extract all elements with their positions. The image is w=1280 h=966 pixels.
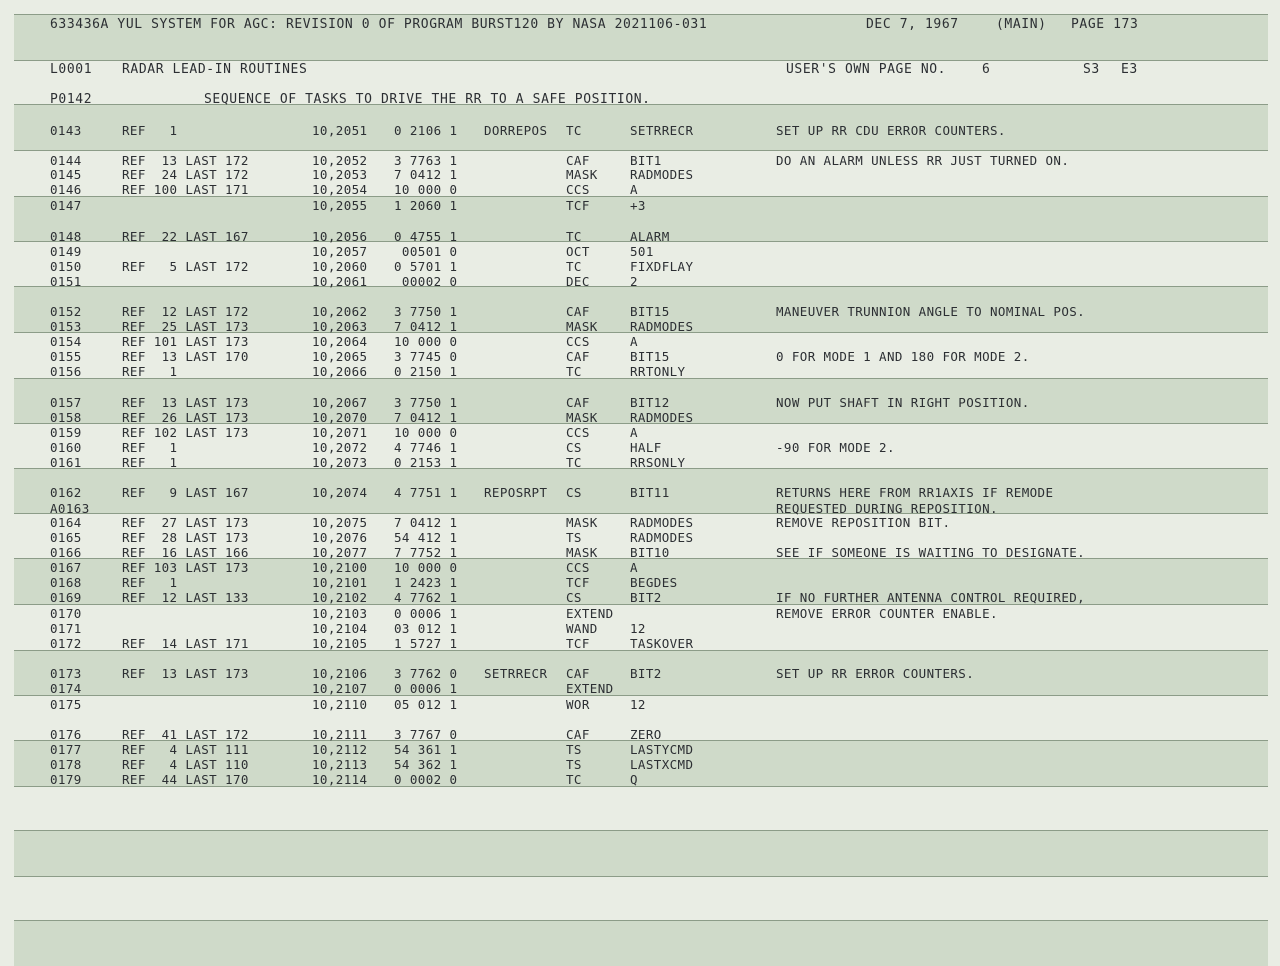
reference: REF 26 LAST 173 [122, 410, 249, 425]
log-code-2: E3 [1121, 62, 1138, 77]
line-number: 0178 [50, 757, 82, 772]
address: 10,2107 [312, 681, 368, 696]
opcode: TC [566, 364, 582, 379]
line-number: 0156 [50, 364, 82, 379]
operand: 2 [630, 274, 638, 289]
address: 10,2074 [312, 485, 368, 500]
address: 10,2070 [312, 410, 368, 425]
operand: A [630, 425, 638, 440]
listing-line [0, 697, 1280, 712]
reference: REF 103 LAST 173 [122, 560, 249, 575]
operand: A [630, 560, 638, 575]
reference: REF 4 LAST 110 [122, 757, 249, 772]
machine-word: 1 2060 1 [394, 198, 458, 213]
operand: RADMODES [630, 515, 694, 530]
opcode: EXTEND [566, 606, 614, 621]
listing-line [0, 274, 1280, 289]
address: 10,2051 [312, 123, 368, 138]
listing-line [0, 244, 1280, 259]
listing-line [0, 259, 1280, 274]
line-number: 0146 [50, 182, 82, 197]
line-number: 0143 [50, 123, 82, 138]
users-page-number: 6 [982, 62, 991, 77]
operand: ALARM [630, 229, 670, 244]
operand: ZERO [630, 727, 662, 742]
machine-word: 54 361 1 [394, 742, 458, 757]
address: 10,2056 [312, 229, 368, 244]
reference: REF 102 LAST 173 [122, 425, 249, 440]
listing-line [0, 123, 1280, 138]
address: 10,2066 [312, 364, 368, 379]
line-number: 0176 [50, 727, 82, 742]
paper-rule [14, 150, 1268, 151]
operand: BIT12 [630, 395, 670, 410]
machine-word: 0 2153 1 [394, 455, 458, 470]
operand: RADMODES [630, 319, 694, 334]
operand: LASTXCMD [630, 757, 694, 772]
listing-line [0, 636, 1280, 651]
operand: RRTONLY [630, 364, 686, 379]
line-number: 0166 [50, 545, 82, 560]
listing-line [0, 410, 1280, 425]
reference: REF 25 LAST 173 [122, 319, 249, 334]
address: 10,2072 [312, 440, 368, 455]
opcode: TC [566, 259, 582, 274]
machine-word: 0 2150 1 [394, 364, 458, 379]
reference: REF 13 LAST 172 [122, 153, 249, 168]
line-number: 0157 [50, 395, 82, 410]
listing-page-number: PAGE 173 [1071, 17, 1139, 32]
line-number: 0174 [50, 681, 82, 696]
machine-word: 0 4755 1 [394, 229, 458, 244]
listing-line [0, 455, 1280, 470]
reference: REF 1 [122, 455, 178, 470]
address: 10,2075 [312, 515, 368, 530]
machine-word: 3 7750 1 [394, 395, 458, 410]
opcode: MASK [566, 319, 598, 334]
label: REPOSRPT [484, 485, 548, 500]
log-title: RADAR LEAD-IN ROUTINES [122, 62, 308, 77]
reference: REF 101 LAST 173 [122, 334, 249, 349]
listing-section: (MAIN) [996, 17, 1047, 32]
machine-word: 03 012 1 [394, 621, 458, 636]
opcode: WAND [566, 621, 598, 636]
opcode: CS [566, 485, 582, 500]
listing-line [0, 304, 1280, 319]
line-number: 0173 [50, 666, 82, 681]
opcode: CS [566, 440, 582, 455]
opcode: CCS [566, 334, 590, 349]
machine-word: 7 7752 1 [394, 545, 458, 560]
line-number: 0172 [50, 636, 82, 651]
machine-word: 3 7762 0 [394, 666, 458, 681]
machine-word: 3 7763 1 [394, 153, 458, 168]
listing-line [0, 606, 1280, 621]
reference: REF 4 LAST 111 [122, 742, 249, 757]
opcode: OCT [566, 244, 590, 259]
log-code-1: S3 [1083, 62, 1100, 77]
reference: REF 13 LAST 173 [122, 666, 249, 681]
machine-word: 0 0006 1 [394, 681, 458, 696]
reference: REF 1 [122, 440, 178, 455]
machine-word: 10 000 0 [394, 182, 458, 197]
listing-line [0, 666, 1280, 681]
listing-line [0, 757, 1280, 772]
paper-rule [14, 876, 1268, 877]
reference: REF 13 LAST 170 [122, 349, 249, 364]
operand: RADMODES [630, 167, 694, 182]
listing-line [0, 501, 1280, 516]
opcode: CAF [566, 349, 590, 364]
address: 10,2101 [312, 575, 368, 590]
line-number: 0161 [50, 455, 82, 470]
address: 10,2104 [312, 621, 368, 636]
line-number: 0164 [50, 515, 82, 530]
opcode: CCS [566, 182, 590, 197]
listing-line [0, 575, 1280, 590]
address: 10,2063 [312, 319, 368, 334]
address: 10,2114 [312, 772, 368, 787]
listing-line [0, 772, 1280, 787]
operand: RRSONLY [630, 455, 686, 470]
listing-line [0, 530, 1280, 545]
operand: +3 [630, 198, 646, 213]
reference: REF 1 [122, 575, 178, 590]
address: 10,2077 [312, 545, 368, 560]
line-number: 0169 [50, 590, 82, 605]
machine-word: 00002 0 [394, 274, 458, 289]
line-number: 0177 [50, 742, 82, 757]
machine-word: 4 7746 1 [394, 440, 458, 455]
label: SETRRECR [484, 666, 548, 681]
listing-date: DEC 7, 1967 [866, 17, 959, 32]
opcode: CAF [566, 304, 590, 319]
opcode: CCS [566, 425, 590, 440]
line-number: 0150 [50, 259, 82, 274]
machine-word: 7 0412 1 [394, 515, 458, 530]
listing-line [0, 727, 1280, 742]
line-number: 0144 [50, 153, 82, 168]
opcode: CAF [566, 395, 590, 410]
opcode: DEC [566, 274, 590, 289]
opcode: TC [566, 229, 582, 244]
address: 10,2105 [312, 636, 368, 651]
reference: REF 41 LAST 172 [122, 727, 249, 742]
opcode: TS [566, 757, 582, 772]
listing-line [0, 560, 1280, 575]
address: 10,2112 [312, 742, 368, 757]
address: 10,2103 [312, 606, 368, 621]
comment: REMOVE ERROR COUNTER ENABLE. [776, 606, 998, 621]
line-number: 0167 [50, 560, 82, 575]
listing-line [0, 545, 1280, 560]
address: 10,2053 [312, 167, 368, 182]
log-header [0, 62, 1280, 77]
opcode: TCF [566, 636, 590, 651]
listing-line [0, 621, 1280, 636]
comment: SEE IF SOMEONE IS WAITING TO DESIGNATE. [776, 545, 1086, 560]
paper-band [14, 920, 1268, 966]
reference: REF 13 LAST 173 [122, 395, 249, 410]
machine-word: 54 412 1 [394, 530, 458, 545]
line-number: 0160 [50, 440, 82, 455]
machine-word: 4 7762 1 [394, 590, 458, 605]
operand: 501 [630, 244, 654, 259]
opcode: MASK [566, 515, 598, 530]
listing-line [0, 182, 1280, 197]
machine-word: 0 0002 0 [394, 772, 458, 787]
reference: REF 5 LAST 172 [122, 259, 249, 274]
reference: REF 16 LAST 166 [122, 545, 249, 560]
line-number: 0168 [50, 575, 82, 590]
line-number: 0151 [50, 274, 82, 289]
line-number: 0145 [50, 167, 82, 182]
machine-word: 1 2423 1 [394, 575, 458, 590]
operand: BIT15 [630, 304, 670, 319]
comment: -90 FOR MODE 2. [776, 440, 895, 455]
operand: BIT15 [630, 349, 670, 364]
machine-word: 00501 0 [394, 244, 458, 259]
machine-word: 7 0412 1 [394, 319, 458, 334]
address: 10,2102 [312, 590, 368, 605]
operand: BIT11 [630, 485, 670, 500]
comment: SET UP RR ERROR COUNTERS. [776, 666, 975, 681]
machine-word: 0 5701 1 [394, 259, 458, 274]
line-number: 0175 [50, 697, 82, 712]
operand: 12 [630, 621, 646, 636]
reference: REF 24 LAST 172 [122, 167, 249, 182]
operand: Q [630, 772, 638, 787]
listing-line [0, 590, 1280, 605]
machine-word: 4 7751 1 [394, 485, 458, 500]
listing-line [0, 153, 1280, 168]
machine-word: 10 000 0 [394, 425, 458, 440]
comment: SET UP RR CDU ERROR COUNTERS. [776, 123, 1006, 138]
opcode: WOR [566, 697, 590, 712]
page-header [0, 17, 1280, 32]
opcode: TC [566, 455, 582, 470]
line-number: 0154 [50, 334, 82, 349]
section-id: P0142 [50, 92, 93, 107]
line-number: 0155 [50, 349, 82, 364]
address: 10,2065 [312, 349, 368, 364]
reference: REF 14 LAST 171 [122, 636, 249, 651]
opcode: TCF [566, 198, 590, 213]
operand: BIT2 [630, 666, 662, 681]
paper-rule [14, 60, 1268, 61]
line-number: 0179 [50, 772, 82, 787]
address: 10,2076 [312, 530, 368, 545]
label: DORREPOS [484, 123, 548, 138]
operand: SETRRECR [630, 123, 694, 138]
reference: REF 1 [122, 123, 178, 138]
line-number: 0170 [50, 606, 82, 621]
opcode: TC [566, 123, 582, 138]
listing-line [0, 440, 1280, 455]
operand: LASTYCMD [630, 742, 694, 757]
comment: DO AN ALARM UNLESS RR JUST TURNED ON. [776, 153, 1070, 168]
reference: REF 12 LAST 133 [122, 590, 249, 605]
address: 10,2113 [312, 757, 368, 772]
listing-line [0, 229, 1280, 244]
reference: REF 100 LAST 171 [122, 182, 249, 197]
comment: 0 FOR MODE 1 AND 180 FOR MODE 2. [776, 349, 1030, 364]
address: 10,2064 [312, 334, 368, 349]
reference: REF 1 [122, 364, 178, 379]
line-number: 0158 [50, 410, 82, 425]
opcode: EXTEND [566, 681, 614, 696]
paper-band [14, 830, 1268, 876]
listing-line [0, 364, 1280, 379]
comment: NOW PUT SHAFT IN RIGHT POSITION. [776, 395, 1030, 410]
listing-line [0, 515, 1280, 530]
comment: MANEUVER TRUNNION ANGLE TO NOMINAL POS. [776, 304, 1086, 319]
line-number: 0152 [50, 304, 82, 319]
operand: RADMODES [630, 530, 694, 545]
opcode: CAF [566, 153, 590, 168]
machine-word: 10 000 0 [394, 334, 458, 349]
listing-line [0, 681, 1280, 696]
machine-word: 10 000 0 [394, 560, 458, 575]
line-number: 0171 [50, 621, 82, 636]
reference: REF 22 LAST 167 [122, 229, 249, 244]
address: 10,2067 [312, 395, 368, 410]
opcode: TCF [566, 575, 590, 590]
reference: REF 28 LAST 173 [122, 530, 249, 545]
machine-word: 7 0412 1 [394, 167, 458, 182]
operand: RADMODES [630, 410, 694, 425]
address: 10,2054 [312, 182, 368, 197]
comment: REQUESTED DURING REPOSITION. [776, 501, 998, 516]
line-number: 0153 [50, 319, 82, 334]
section-text: SEQUENCE OF TASKS TO DRIVE THE RR TO A SAFE POSITION. [204, 92, 651, 107]
operand: TASKOVER [630, 636, 694, 651]
opcode: TC [566, 772, 582, 787]
line-number: 0148 [50, 229, 82, 244]
address: 10,2071 [312, 425, 368, 440]
listing-line [0, 349, 1280, 364]
reference: REF 44 LAST 170 [122, 772, 249, 787]
opcode: CAF [566, 727, 590, 742]
address: 10,2073 [312, 455, 368, 470]
operand: A [630, 334, 638, 349]
line-number: 0149 [50, 244, 82, 259]
machine-word: 0 0006 1 [394, 606, 458, 621]
operand: A [630, 182, 638, 197]
listing-line [0, 198, 1280, 213]
listing-line [0, 485, 1280, 500]
operand: BIT2 [630, 590, 662, 605]
listing-line [0, 319, 1280, 334]
operand: 12 [630, 697, 646, 712]
comment: IF NO FURTHER ANTENNA CONTROL REQUIRED, [776, 590, 1086, 605]
address: 10,2060 [312, 259, 368, 274]
operand: BEGDES [630, 575, 678, 590]
machine-word: 54 362 1 [394, 757, 458, 772]
line-number: 0147 [50, 198, 82, 213]
listing-line [0, 742, 1280, 757]
comment: RETURNS HERE FROM RR1AXIS IF REMODE [776, 485, 1054, 500]
comment: REMOVE REPOSITION BIT. [776, 515, 951, 530]
address: 10,2057 [312, 244, 368, 259]
address: 10,2062 [312, 304, 368, 319]
machine-word: 1 5727 1 [394, 636, 458, 651]
address: 10,2100 [312, 560, 368, 575]
listing-line [0, 425, 1280, 440]
listing-line [0, 395, 1280, 410]
address: 10,2055 [312, 198, 368, 213]
opcode: CAF [566, 666, 590, 681]
address: 10,2061 [312, 274, 368, 289]
address: 10,2110 [312, 697, 368, 712]
opcode: MASK [566, 410, 598, 425]
opcode: TS [566, 742, 582, 757]
machine-word: 3 7750 1 [394, 304, 458, 319]
machine-word: 7 0412 1 [394, 410, 458, 425]
operand: FIXDFLAY [630, 259, 694, 274]
line-number: 0162 [50, 485, 82, 500]
listing-line [0, 167, 1280, 182]
section-title [0, 92, 1280, 107]
reference: REF 27 LAST 173 [122, 515, 249, 530]
address: 10,2111 [312, 727, 368, 742]
line-number: 0159 [50, 425, 82, 440]
opcode: CS [566, 590, 582, 605]
machine-word: 3 7767 0 [394, 727, 458, 742]
opcode: CCS [566, 560, 590, 575]
opcode: MASK [566, 167, 598, 182]
address: 10,2106 [312, 666, 368, 681]
listing-line [0, 334, 1280, 349]
operand: BIT1 [630, 153, 662, 168]
operand: BIT10 [630, 545, 670, 560]
machine-word: 3 7745 0 [394, 349, 458, 364]
line-number: A0163 [50, 501, 90, 516]
listing-title: 633436A YUL SYSTEM FOR AGC: REVISION 0 OF PROGRAM BURST120 BY NASA 2021106-031 [50, 17, 708, 32]
operand: HALF [630, 440, 662, 455]
machine-word: 05 012 1 [394, 697, 458, 712]
address: 10,2052 [312, 153, 368, 168]
reference: REF 9 LAST 167 [122, 485, 249, 500]
line-number: 0165 [50, 530, 82, 545]
machine-word: 0 2106 1 [394, 123, 458, 138]
opcode: TS [566, 530, 582, 545]
opcode: MASK [566, 545, 598, 560]
log-id: L0001 [50, 62, 93, 77]
users-page-label: USER'S OWN PAGE NO. [786, 62, 947, 77]
reference: REF 12 LAST 172 [122, 304, 249, 319]
